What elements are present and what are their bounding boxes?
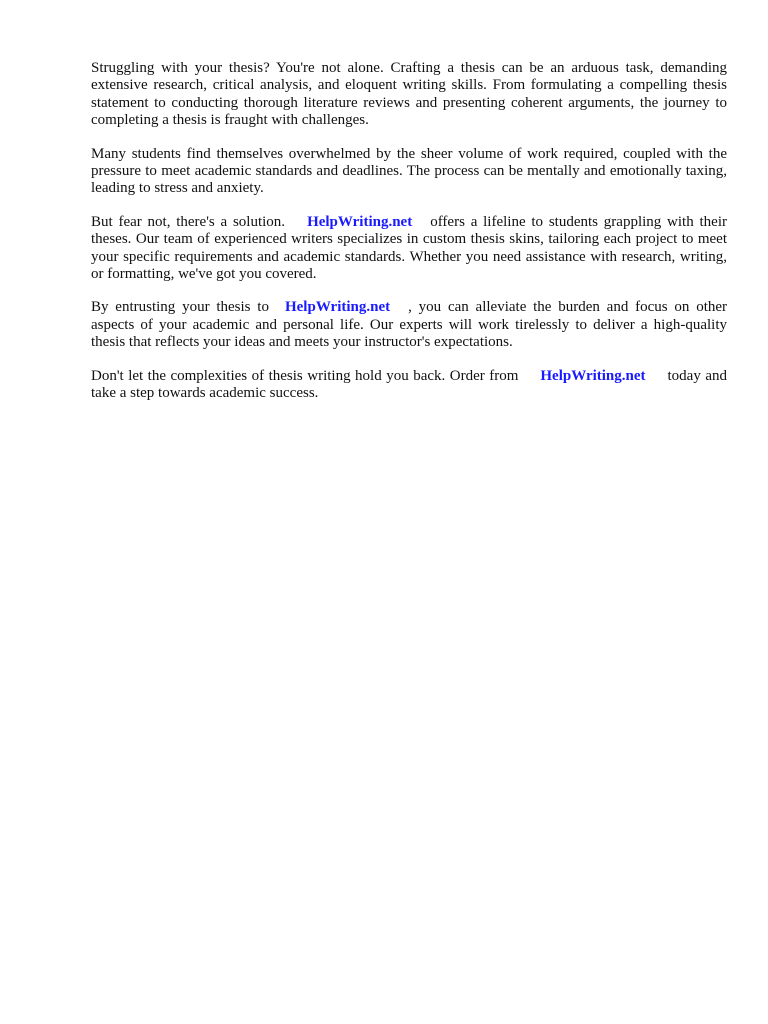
paragraph-entrusting-before: By entrusting your thesis to (91, 299, 269, 316)
paragraph-solution-before: But fear not, there's a solution. (91, 213, 286, 230)
paragraph-closing-after: today and take a step towards academic success. (91, 367, 727, 402)
paragraph-solution-after: offers a lifeline to students grappling with their theses. Our team of experienced writers specializes in custom thesis skins, tailoring each project to meet your specific requirements and academic standards. Whether you need assistance with research, writing, or formatting, we've got you covered. (91, 213, 727, 283)
paragraph-intro: Struggling with your thesis? You're not alone. Crafting a thesis can be an arduous task, demanding extensive research, critical analysis, and eloquent writing skills. From formulating a compelling thesis statement to conducting thorough literature reviews and presenting coherent arguments, the journey to completing a thesis is fraught with challenges. (91, 60, 727, 129)
paragraph-solution (91, 214, 727, 284)
paragraph-closing-before: Don't let the complexities of thesis writing hold you back. Order from (91, 367, 519, 384)
helpwriting-link[interactable]: HelpWriting.net (284, 299, 391, 316)
paragraph-closing (91, 368, 727, 403)
helpwriting-link[interactable]: HelpWriting.net (307, 213, 413, 230)
document-body (91, 60, 727, 419)
paragraph-entrusting (91, 299, 727, 351)
paragraph-overwhelmed: Many students find themselves overwhelmed by the sheer volume of work required, coupled with the pressure to meet academic standards and deadlines. The process can be mentally and emotionally taxing, leading to stress and anxiety. (91, 145, 727, 197)
helpwriting-link[interactable]: HelpWriting.net (540, 367, 646, 384)
paragraph-entrusting-after: , you can alleviate the burden and focus on other aspects of your academic and personal life. Our experts will work tirelessly to deliver a high-quality thesis that reflects your ideas and meets your instructor's expectations. (91, 299, 728, 351)
